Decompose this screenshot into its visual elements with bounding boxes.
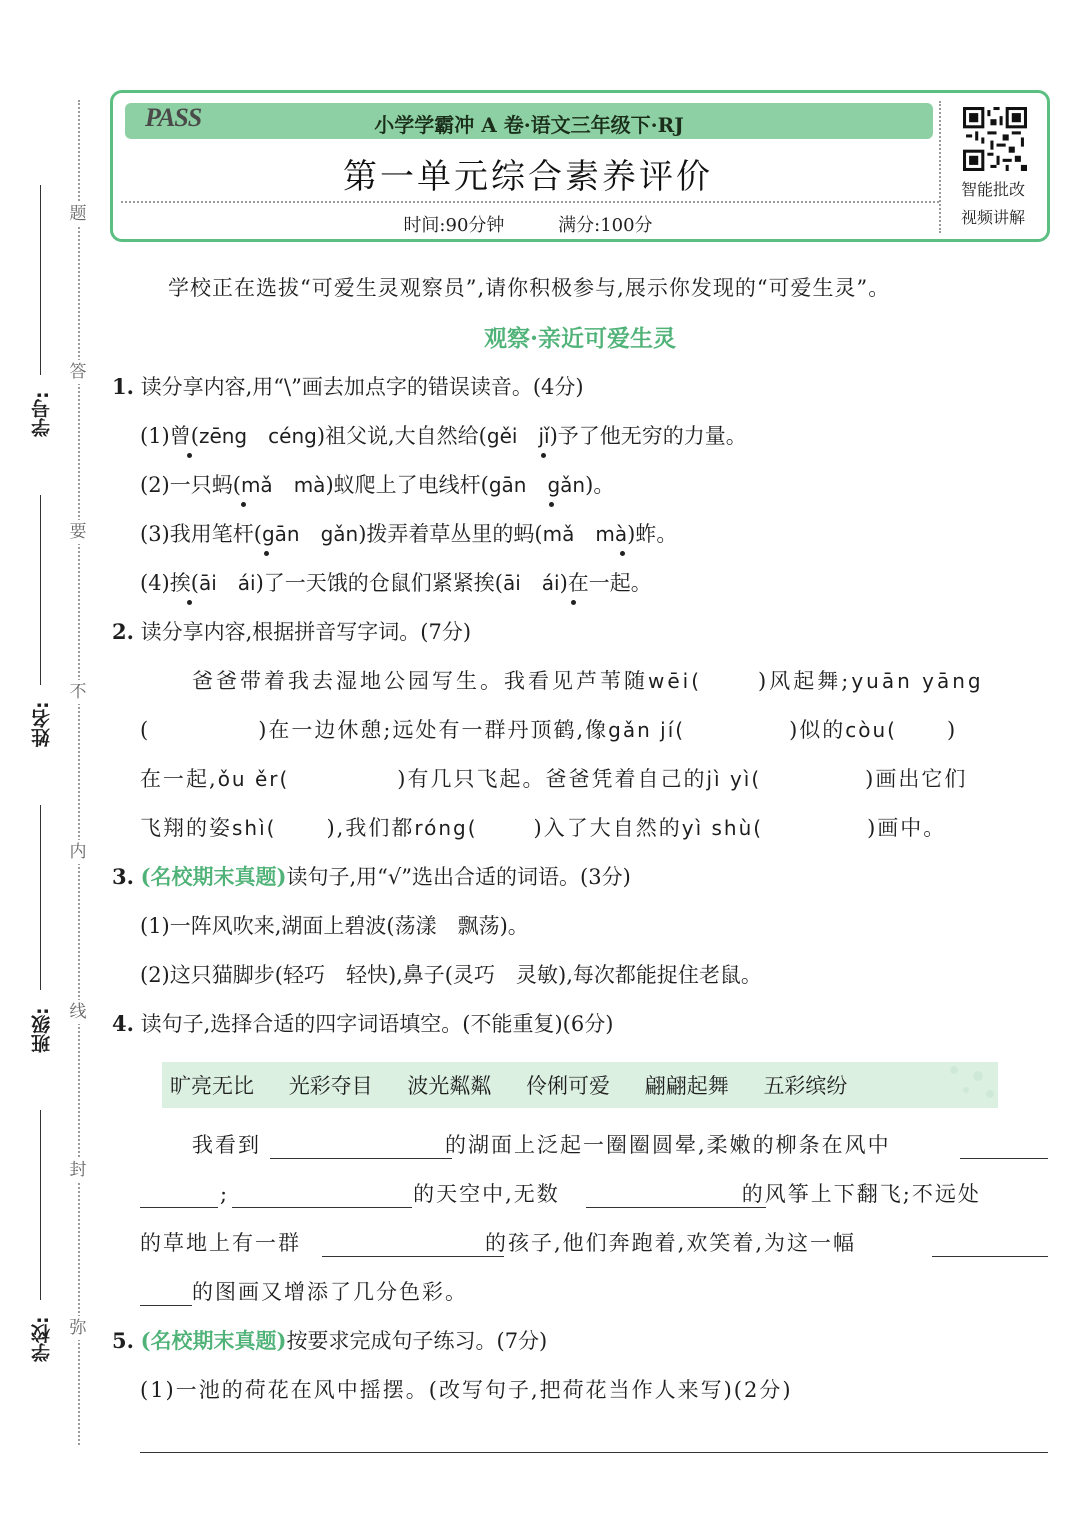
item-text: (1)曾(	[140, 424, 199, 448]
emphasis-dot	[264, 551, 269, 556]
emphasis-dot	[187, 453, 192, 458]
passage-text: )风起舞;	[758, 669, 852, 693]
item-text: (4)挨(	[140, 571, 199, 595]
q2-line-2	[140, 715, 957, 745]
emphasis-dot	[620, 551, 625, 556]
emphasis-dot	[541, 453, 546, 458]
pinyin-option[interactable]: mà	[293, 473, 326, 497]
word-bank-item[interactable]: 光彩夺目	[288, 1074, 373, 1098]
passage-text: )	[946, 718, 958, 742]
pinyin-option[interactable]: āi	[198, 571, 217, 595]
q4-para-1	[192, 1130, 891, 1160]
passage-text: 的湖面上泛起一圈圈圆晕,柔嫩的柳条在风中	[445, 1133, 891, 1157]
q2-line-4	[140, 813, 946, 843]
source-tag: (名校期末真题)	[140, 1328, 287, 1353]
passage-text: (	[140, 718, 151, 742]
blank-line[interactable]	[932, 1256, 1048, 1257]
item-text: )在一起。	[559, 571, 652, 595]
pinyin-option[interactable]: jǐ	[538, 424, 550, 448]
passage-text: 的孩子,他们奔跑着,欢笑着,为这一幅	[485, 1231, 857, 1255]
leaf-decoration-icon	[940, 1060, 1000, 1110]
source-tag: (名校期末真题)	[140, 864, 287, 889]
passage-text: ),我们都	[326, 816, 415, 840]
seal-char: 封	[66, 1158, 90, 1182]
blank-line	[322, 1256, 504, 1257]
passage-text: )在一边休憩;远处有一群丹顶鹤,像	[258, 718, 609, 742]
passage-text: 爸爸带着我去湿地公园写生。我看见芦苇随	[192, 669, 648, 693]
blank-line	[140, 1305, 192, 1306]
passage-text: )画中。	[867, 816, 947, 840]
q1-item-4	[140, 568, 652, 598]
pinyin-prompt: róng(	[414, 816, 478, 840]
q4-para-3	[140, 1228, 856, 1258]
pinyin-prompt: gǎn jí(	[608, 718, 686, 742]
pinyin-option[interactable]: gǎn	[320, 522, 359, 546]
question-text: 读句子,选择合适的四字词语填空。(不能重复)(6分)	[140, 1012, 614, 1036]
emphasis-dot	[187, 600, 192, 605]
exam-title: 第一单元综合素养评价	[343, 157, 713, 197]
pinyin-option[interactable]: mǎ	[240, 473, 273, 497]
passage-text: 我看到	[192, 1133, 261, 1157]
pinyin-prompt: yì shù(	[681, 816, 764, 840]
passage-text: 的草地上有一群	[140, 1231, 301, 1255]
seal-char: 内	[66, 840, 90, 864]
qr-caption-video: 视频讲解	[960, 208, 1025, 227]
passage-text: 飞翔的姿	[140, 816, 232, 840]
question-4	[112, 1009, 613, 1039]
pinyin-option[interactable]: gān	[488, 473, 527, 497]
question-number: 4.	[112, 1011, 134, 1036]
question-1	[112, 372, 584, 402]
blank-line	[232, 1207, 412, 1208]
item-text: (2)一只蚂(	[140, 473, 241, 497]
pinyin-option[interactable]: gǎn	[547, 473, 586, 497]
q2-line-3	[140, 764, 967, 794]
exam-time: 时间:90分钟	[403, 215, 505, 236]
q5-item-1: (1)一池的荷花在风中摇摆。(改写句子,把荷花当作人来写)(2分)	[140, 1378, 793, 1402]
q2-line-1	[192, 666, 984, 696]
field-line	[40, 805, 41, 990]
field-line	[40, 495, 41, 685]
seal-char: 题	[66, 202, 90, 226]
item-text: )予了他无穷的力量。	[549, 424, 747, 448]
word-bank-item[interactable]: 翩翩起舞	[644, 1074, 729, 1098]
pinyin-option[interactable]: ái	[541, 571, 560, 595]
pinyin-prompt: ǒu ěr(	[217, 767, 290, 791]
question-text: 读句子,用“√”选出合适的词语。(3分)	[286, 865, 631, 889]
field-line	[40, 1110, 41, 1300]
passage-text: 在一起,	[140, 767, 218, 791]
q3-item-1[interactable]: (1)一阵风吹来,湖面上碧波(荡漾 飘荡)。	[140, 914, 529, 938]
pinyin-prompt: còu(	[845, 718, 897, 742]
pinyin-prompt: wēi(	[648, 669, 703, 693]
seal-char: 弥	[66, 1316, 90, 1340]
field-label: 姓名:	[31, 701, 53, 747]
series-bar	[125, 103, 933, 139]
series-title: 小学学霸冲 A 卷·语文三年级下·RJ	[374, 113, 684, 137]
pinyin-option[interactable]: mǎ	[542, 522, 575, 546]
seal-char: 要	[66, 520, 90, 544]
word-bank	[162, 1062, 998, 1108]
qr-code-icon[interactable]	[963, 107, 1027, 171]
section-title: 观察·亲近可爱生灵	[483, 325, 676, 352]
blank-line	[586, 1207, 766, 1208]
seal-char: 线	[66, 1000, 90, 1024]
item-text: )拨弄着草丛里的蚂(	[358, 522, 543, 546]
question-3	[112, 862, 631, 892]
field-label: 学号:	[31, 391, 53, 437]
exam-header	[110, 90, 1050, 242]
binding-strip	[0, 0, 100, 1535]
pinyin-option[interactable]: mà	[595, 522, 628, 546]
answer-line[interactable]	[140, 1452, 1048, 1453]
passage-text: 的风筝上下翻飞;不远处	[741, 1182, 981, 1206]
passage-text: ;	[220, 1182, 230, 1206]
emphasis-dot	[571, 600, 576, 605]
pinyin-prompt: yuān yāng	[851, 669, 984, 693]
question-2	[112, 617, 471, 647]
passage-text: )似的	[789, 718, 846, 742]
item-text: )蚁爬上了电线杆(	[325, 473, 489, 497]
word-bank-item[interactable]: 五彩缤纷	[763, 1074, 848, 1098]
question-number: 5.	[112, 1328, 134, 1353]
emphasis-dot	[241, 502, 246, 507]
blank-line	[140, 1207, 218, 1208]
pinyin-option[interactable]: gān	[261, 522, 300, 546]
passage-text: 的图画又增添了几分色彩。	[192, 1280, 468, 1304]
word-bank-item[interactable]: 波光粼粼	[407, 1074, 492, 1098]
question-5	[112, 1326, 547, 1356]
word-bank-item[interactable]: 旷亮无比	[170, 1074, 254, 1098]
question-number: 3.	[112, 864, 134, 889]
q4-para-4	[140, 1277, 468, 1307]
pinyin-option[interactable]: ái	[237, 571, 256, 595]
exam-score: 满分:100分	[558, 215, 653, 236]
qr-caption-grading: 智能批改	[960, 180, 1025, 199]
pinyin-prompt: jì yì(	[706, 767, 762, 791]
emphasis-dot	[549, 502, 554, 507]
passage-text: )入了大自然的	[533, 816, 682, 840]
seal-char: 不	[66, 680, 90, 704]
header-divider	[121, 201, 939, 203]
field-label: 班级:	[31, 1007, 53, 1053]
blank-line[interactable]	[960, 1158, 1048, 1159]
question-text: 读分享内容,用“\”画去加点字的错误读音。(4分)	[140, 375, 584, 399]
pinyin-prompt: shì(	[232, 816, 277, 840]
passage-text: 的天空中,无数	[413, 1182, 560, 1206]
passage-text: )有几只飞起。爸爸凭着自己的	[397, 767, 707, 791]
pinyin-option[interactable]: āi	[502, 571, 521, 595]
item-text: )了一天饿的仓鼠们紧紧挨(	[255, 571, 503, 595]
question-number: 1.	[112, 374, 134, 399]
pinyin-option[interactable]: zēng	[198, 424, 248, 448]
q3-item-2[interactable]: (2)这只猫脚步(轻巧 轻快),鼻子(灵巧 灵敏),每次都能捉住老鼠。	[140, 963, 762, 987]
item-text: )祖父说,大自然给(	[316, 424, 487, 448]
passage-text: )画出它们	[865, 767, 968, 791]
word-bank-item[interactable]: 伶俐可爱	[526, 1074, 611, 1098]
item-text: (3)我用笔杆(	[140, 522, 262, 546]
item-text: )。	[585, 473, 615, 497]
q1-item-2	[140, 470, 614, 500]
q1-item-1	[140, 421, 747, 451]
seal-char: 答	[66, 360, 90, 384]
exam-info	[113, 211, 943, 237]
pinyin-option[interactable]: céng	[268, 424, 317, 448]
intro-text: 学校正在选拔“可爱生灵观察员”,请你积极参与,展示你发现的“可爱生灵”。	[168, 276, 891, 300]
question-text: 读分享内容,根据拼音写字词。(7分)	[140, 620, 472, 644]
blank-line	[270, 1158, 452, 1159]
pass-logo: PASS	[145, 103, 202, 132]
q4-para-2	[140, 1179, 981, 1209]
pinyin-option[interactable]: gěi	[486, 424, 518, 448]
q1-item-3	[140, 519, 677, 549]
item-text: )蚱。	[627, 522, 678, 546]
seal-line	[78, 100, 80, 1445]
field-label: 学校:	[31, 1316, 53, 1362]
question-text: 按要求完成句子练习。(7分)	[286, 1329, 548, 1353]
question-number: 2.	[112, 619, 134, 644]
